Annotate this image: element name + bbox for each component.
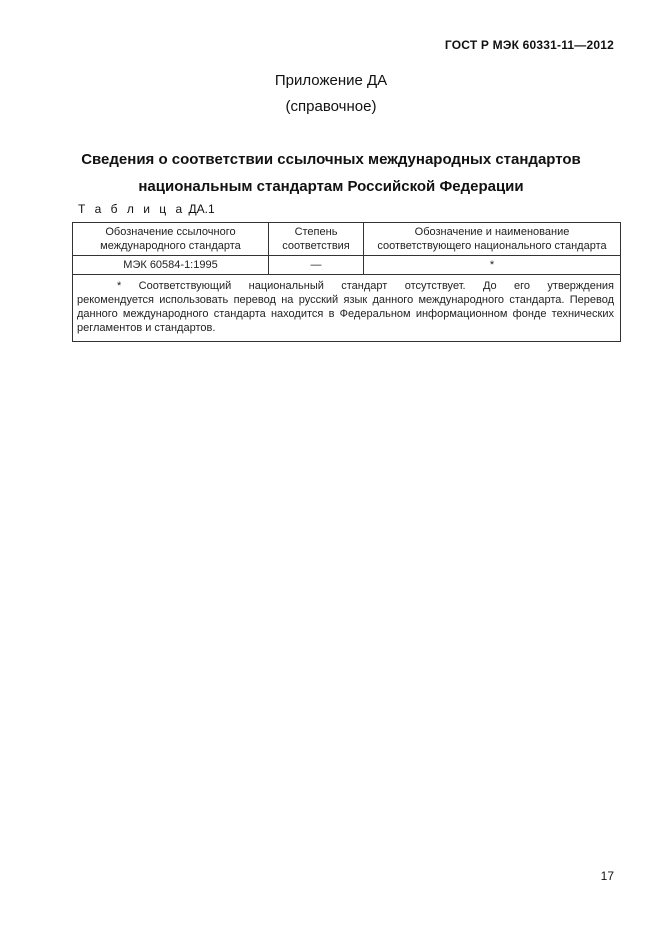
table-note-text: рекомендуется использовать перевод на русский язык данного международного стандарта. Перевод данного международного стандарта находится в Федеральном информационном фонде технических регламентов и стандартов.: [77, 294, 614, 334]
section-heading: [0, 146, 662, 200]
table-note-first-line: * Соответствующий национальный стандарт отсутствует. До его утверждения: [117, 280, 614, 292]
column-header-reference: Обозначение ссылочного международного стандарта: [73, 223, 269, 256]
appendix-title: Приложение ДА: [274, 72, 388, 89]
document-code: ГОСТ Р МЭК 60331-11—2012: [444, 38, 614, 52]
cell-reference-standard: МЭК 60584-1:1995: [73, 256, 269, 275]
column-header-degree: Степень соответствия: [269, 223, 364, 256]
correspondence-table: [72, 222, 621, 342]
table-note-row: [73, 275, 621, 342]
column-header-national: Обозначение и наименование соответствующего национального стандарта: [364, 223, 621, 256]
heading-line-2: национальным стандартам Российской Федерации: [138, 178, 524, 195]
page-number: 17: [600, 869, 614, 883]
table-row: [73, 256, 621, 275]
table-header-row: [73, 223, 621, 256]
cell-degree: —: [269, 256, 364, 275]
table-label: [78, 202, 215, 216]
heading-line-1: Сведения о соответствии ссылочных международных стандартов: [81, 151, 581, 168]
table-label-word: Т а б л и ц а: [78, 202, 186, 216]
table-label-number: ДА.1: [188, 202, 215, 216]
cell-national-standard: *: [364, 256, 621, 275]
appendix-kind: (справочное): [285, 98, 377, 115]
table-note: [73, 275, 621, 342]
